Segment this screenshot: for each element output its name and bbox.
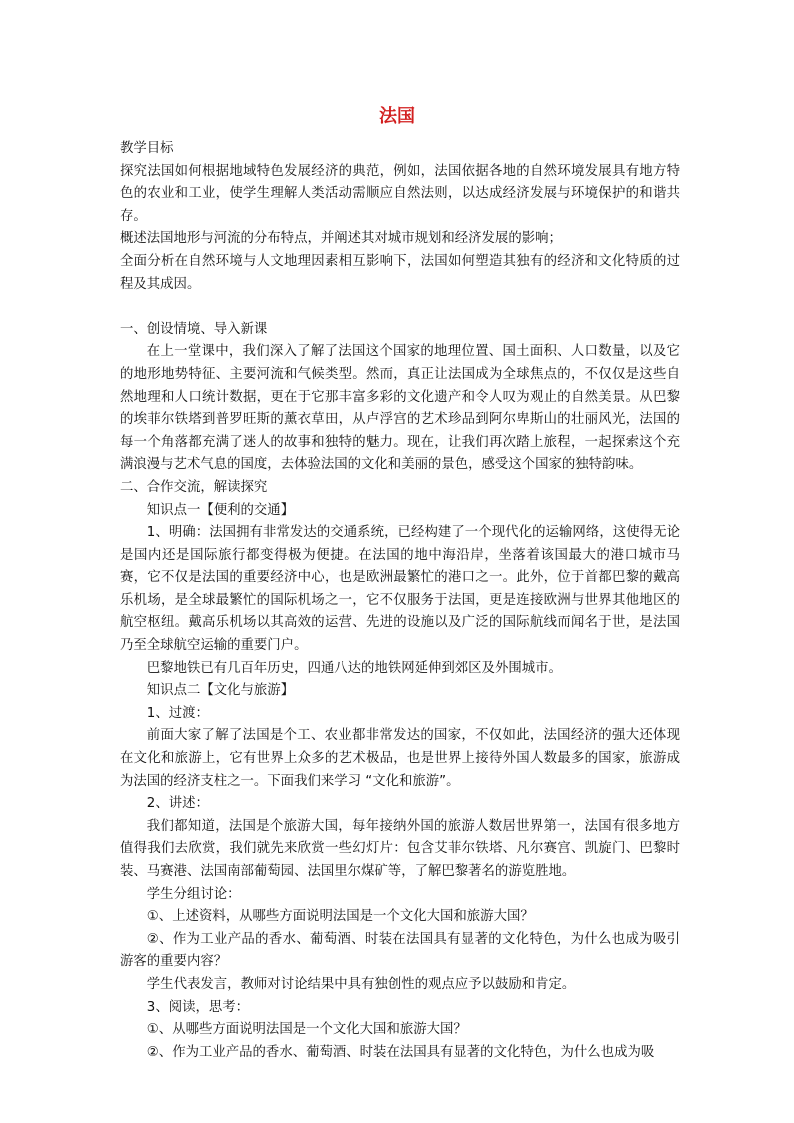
step-3-label: 3、阅读，思考： [146, 999, 250, 1015]
discussion-label: 学生分组讨论： [146, 886, 241, 902]
reading-question-2: ②、作为工业产品的香水、葡萄酒、时装在法国具有显著的文化特色，为什么也成为吸 [146, 1044, 655, 1060]
knowledge-point-1-title: 知识点一【便利的交通】 [146, 502, 295, 518]
document-body [120, 138, 680, 1064]
step-1-text: 前面大家了解了法国是个工、农业都非常发达的国家，不仅如此，法国经济的强大还体现在文化和旅游上，它有世界上众多的艺术极品，也是世界上接待外国人数最多的国家，旅游成为法国的经济支柱之一。下面我们来学习 “文化和旅游”。 [120, 728, 680, 789]
spacer [120, 296, 680, 319]
goals-heading: 教学目标 [120, 141, 174, 156]
kp1-paragraph-2: 巴黎地铁已有几百年历史，四通八达的地铁网延伸到郊区及外围城市。 [146, 660, 562, 676]
step-2-text: 我们都知道，法国是个旅游大国，每年接纳外国的旅游人数居世界第一，法国有很多地方值得我们去欣赏，我们就先来欣赏一些幻灯片：包含艾菲尔铁塔、凡尔赛宫、凯旋门、巴黎时装、马赛港、法国南部葡萄园、法国里尔煤矿等，了解巴黎著名的游览胜地。 [120, 818, 680, 879]
section1-heading: 一、创设情境、导入新课 [120, 321, 268, 337]
discussion-question-2: ②、作为工业产品的香水、葡萄酒、时装在法国具有显著的文化特色，为什么也成为吸引游客的重要内容？ [120, 931, 680, 970]
reading-question-1: ①、从哪些方面说明法国是一个文化大国和旅游大国？ [146, 1022, 467, 1038]
section2-heading: 二、合作交流，解读探究 [120, 479, 268, 495]
page-title: 法国 [379, 106, 415, 127]
knowledge-point-2-title: 知识点二【文化与旅游】 [146, 683, 295, 699]
kp1-paragraph-1: 1、明确：法国拥有非常发达的交通系统，已经构建了一个现代化的运输网络，这使得无论是国内还是国际旅行都变得极为便捷。在法国的地中海沿岸，坐落着该国最大的港口城市马赛，它不仅是法国的重要经济中心，也是欧洲最繁忙的港口之一。此外，位于首都巴黎的戴高乐机场，是全球最繁忙的国际机场之一，它不仅服务于法国，更是连接欧洲与世界其他地区的航空枢纽。戴高乐机场以其高效的运营、先进的设施以及广泛的国际航线而闻名于世，是法国乃至全球航空运输的重要门户。 [120, 525, 680, 654]
goal-item-1: 探究法国如何根据地域特色发展经济的典范，例如，法国依据各地的自然环境发展具有地方特色的农业和工业，使学生理解人类活动需顺应自然法则，以达成经济发展与环境保护的和谐共存。 [120, 163, 680, 224]
section1-paragraph: 在上一堂课中，我们深入了解了法国这个国家的地理位置、国土面积、人口数量，以及它的地形地势特征、主要河流和气候类型。然而，真正让法国成为全球焦点的，不仅仅是这些自然地理和人口统计数据，更在于它那丰富多彩的文化遗产和令人叹为观止的自然美景。从巴黎的埃菲尔铁塔到普罗旺斯的薰衣草田，从卢浮宫的艺术珍品到阿尔卑斯山的壮丽风光，法国的每一个角落都充满了迷人的故事和独特的魅力。现在，让我们再次踏上旅程，一起探索这个充满浪漫与艺术气息的国度，去体验法国的文化和美丽的景色，感受这个国家的独特韵味。 [120, 344, 680, 473]
goal-item-3: 全面分析在自然环境与人文地理因素相互影响下，法国如何塑造其独有的经济和文化特质的过程及其成因。 [120, 253, 680, 292]
step-1-label: 1、过渡： [146, 705, 209, 721]
step-2-label: 2、讲述： [146, 796, 209, 812]
student-presentation-text: 学生代表发言，教师对讨论结果中具有独创性的观点应予以鼓励和肯定。 [146, 976, 576, 992]
goal-item-2: 概述法国地形与河流的分布特点，并阐述其对城市规划和经济发展的影响； [120, 231, 562, 247]
discussion-question-1: ①、上述资料，从哪些方面说明法国是一个文化大国和旅游大国？ [146, 909, 534, 925]
